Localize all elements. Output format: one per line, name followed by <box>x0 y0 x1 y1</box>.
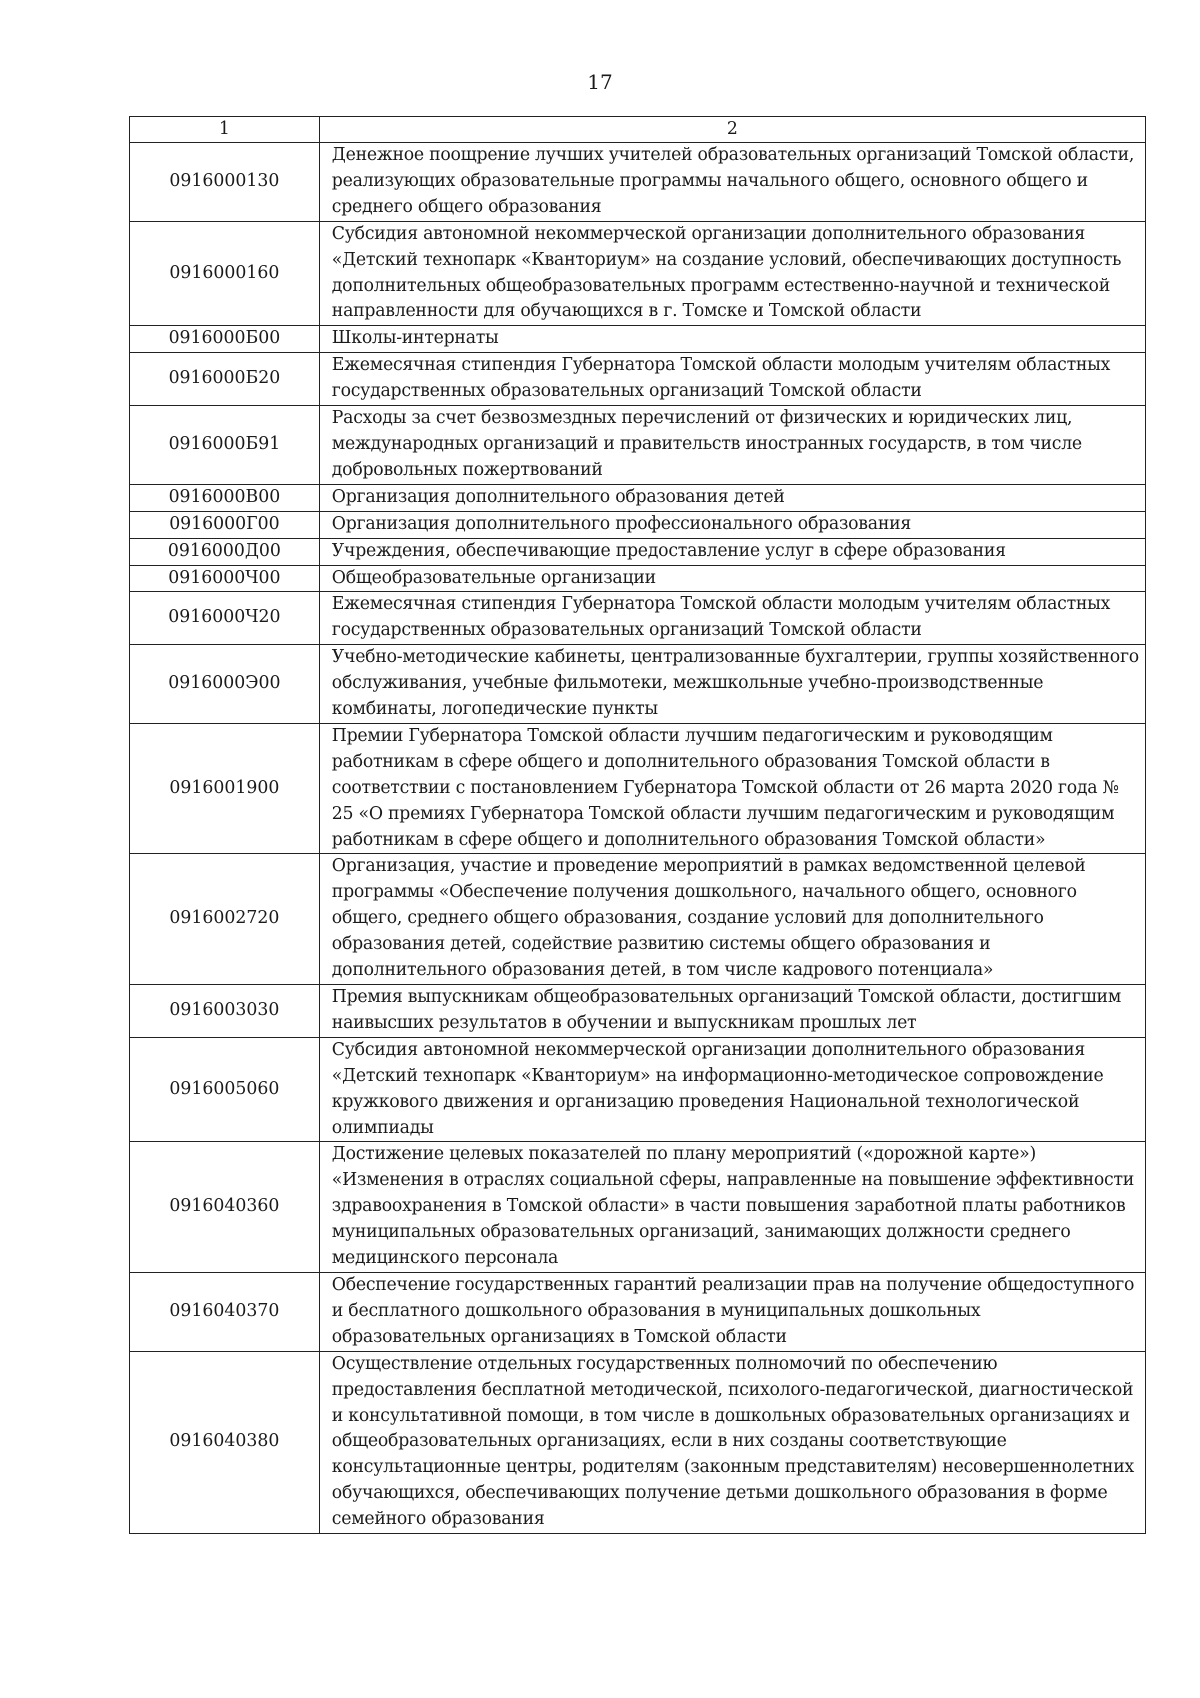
row-code: 0916000Ч00 <box>130 565 320 592</box>
row-description: Субсидия автономной некоммерческой организации дополнительного образования «Детский технопарк «Кванториум» на информационно-методическое сопровождение кружкового движения и организацию проведения Национальной технологической олимпиады <box>319 1037 1145 1142</box>
row-description: Расходы за счет безвозмездных перечислений от физических и юридических лиц, международных организаций и правительств иностранных государств, в том числе добровольных пожертвований <box>319 406 1145 485</box>
row-code: 0916000Б91 <box>130 406 320 485</box>
row-code: 0916001900 <box>130 723 320 854</box>
row-code: 0916000130 <box>130 143 320 222</box>
row-code: 0916000Э00 <box>130 645 320 724</box>
table-row <box>130 723 1146 854</box>
table-row <box>130 143 1146 222</box>
row-code: 0916040370 <box>130 1272 320 1351</box>
row-code: 0916003030 <box>130 985 320 1038</box>
row-description: Осуществление отдельных государственных полномочий по обеспечению предоставления бесплатной методической, психолого-педагогической, диагностической и консультативной помощи, в том числе в дошкольных образовательных организациях и общеобразовательных организациях, если в них созданы соответствующие консультационные центры, родителям (законным представителям) несовершеннолетних обучающихся, обеспечивающих получение детьми дошкольного образования в форме семейного образования <box>319 1351 1145 1533</box>
row-code: 0916040360 <box>130 1142 320 1273</box>
row-code: 0916000160 <box>130 221 320 326</box>
row-description: Премия выпускникам общеобразовательных организаций Томской области, достигшим наивысших результатов в обучении и выпускникам прошлых лет <box>319 985 1145 1038</box>
table-row <box>130 592 1146 645</box>
row-description: Ежемесячная стипендия Губернатора Томской области молодым учителям областных государственных образовательных организаций Томской области <box>319 592 1145 645</box>
row-description: Учебно-методические кабинеты, централизованные бухгалтерии, группы хозяйственного обслуживания, учебные фильмотеки, межшкольные учебно-производственные комбинаты, логопедические пункты <box>319 645 1145 724</box>
row-description: Школы-интернаты <box>319 326 1145 353</box>
table-row <box>130 1142 1146 1273</box>
row-description: Организация дополнительного образования детей <box>319 484 1145 511</box>
row-description: Ежемесячная стипендия Губернатора Томской области молодым учителям областных государственных образовательных организаций Томской области <box>319 353 1145 406</box>
table-row <box>130 985 1146 1038</box>
table-row <box>130 326 1146 353</box>
row-code: 0916000Г00 <box>130 511 320 538</box>
table-row <box>130 484 1146 511</box>
table-row <box>130 1272 1146 1351</box>
row-description: Достижение целевых показателей по плану мероприятий («дорожной карте») «Изменения в отраслях социальной сферы, направленные на повышение эффективности здравоохранения в Томской области» в части повышения заработной платы работников муниципальных образовательных организаций, занимающих должности среднего медицинского персонала <box>319 1142 1145 1273</box>
row-description: Организация дополнительного профессионального образования <box>319 511 1145 538</box>
budget-classification-table <box>129 116 1146 1534</box>
row-description: Денежное поощрение лучших учителей образовательных организаций Томской области, реализующих образовательные программы начального общего, основного общего и среднего общего образования <box>319 143 1145 222</box>
table-row <box>130 406 1146 485</box>
row-description: Учреждения, обеспечивающие предоставление услуг в сфере образования <box>319 538 1145 565</box>
row-description: Общеобразовательные организации <box>319 565 1145 592</box>
table-row <box>130 565 1146 592</box>
table-row <box>130 1037 1146 1142</box>
row-code: 0916000Д00 <box>130 538 320 565</box>
row-code: 0916005060 <box>130 1037 320 1142</box>
row-code: 0916002720 <box>130 854 320 985</box>
table-row <box>130 221 1146 326</box>
row-code: 0916000Б00 <box>130 326 320 353</box>
table-row <box>130 1351 1146 1533</box>
header-col-1: 1 <box>130 117 320 143</box>
row-description: Субсидия автономной некоммерческой организации дополнительного образования «Детский технопарк «Кванториум» на создание условий, обеспечивающих доступность дополнительных общеобразовательных программ естественно-научной и технической направленности для обучающихся в г. Томске и Томской области <box>319 221 1145 326</box>
table-row <box>130 353 1146 406</box>
row-code: 0916000В00 <box>130 484 320 511</box>
row-description: Обеспечение государственных гарантий реализации прав на получение общедоступного и бесплатного дошкольного образования в муниципальных дошкольных образовательных организациях в Томской области <box>319 1272 1145 1351</box>
row-description: Организация, участие и проведение мероприятий в рамках ведомственной целевой программы «Обеспечение получения дошкольного, начального общего, основного общего, среднего общего образования, создание условий для дополнительного образования детей, содействие развитию системы общего образования и дополнительного образования детей, в том числе кадрового потенциала» <box>319 854 1145 985</box>
row-code: 0916040380 <box>130 1351 320 1533</box>
row-description: Премии Губернатора Томской области лучшим педагогическим и руководящим работникам в сфере общего и дополнительного образования Томской области в соответствии с постановлением Губернатора Томской области от 26 марта 2020 года № 25 «О премиях Губернатора Томской области лучшим педагогическим и руководящим работникам в сфере общего и дополнительного образования Томской области» <box>319 723 1145 854</box>
table-row <box>130 645 1146 724</box>
page-number: 17 <box>587 70 613 94</box>
header-col-2: 2 <box>319 117 1145 143</box>
table-row <box>130 511 1146 538</box>
table-header-row <box>130 117 1146 143</box>
table-row <box>130 538 1146 565</box>
row-code: 0916000Ч20 <box>130 592 320 645</box>
table-row <box>130 854 1146 985</box>
row-code: 0916000Б20 <box>130 353 320 406</box>
